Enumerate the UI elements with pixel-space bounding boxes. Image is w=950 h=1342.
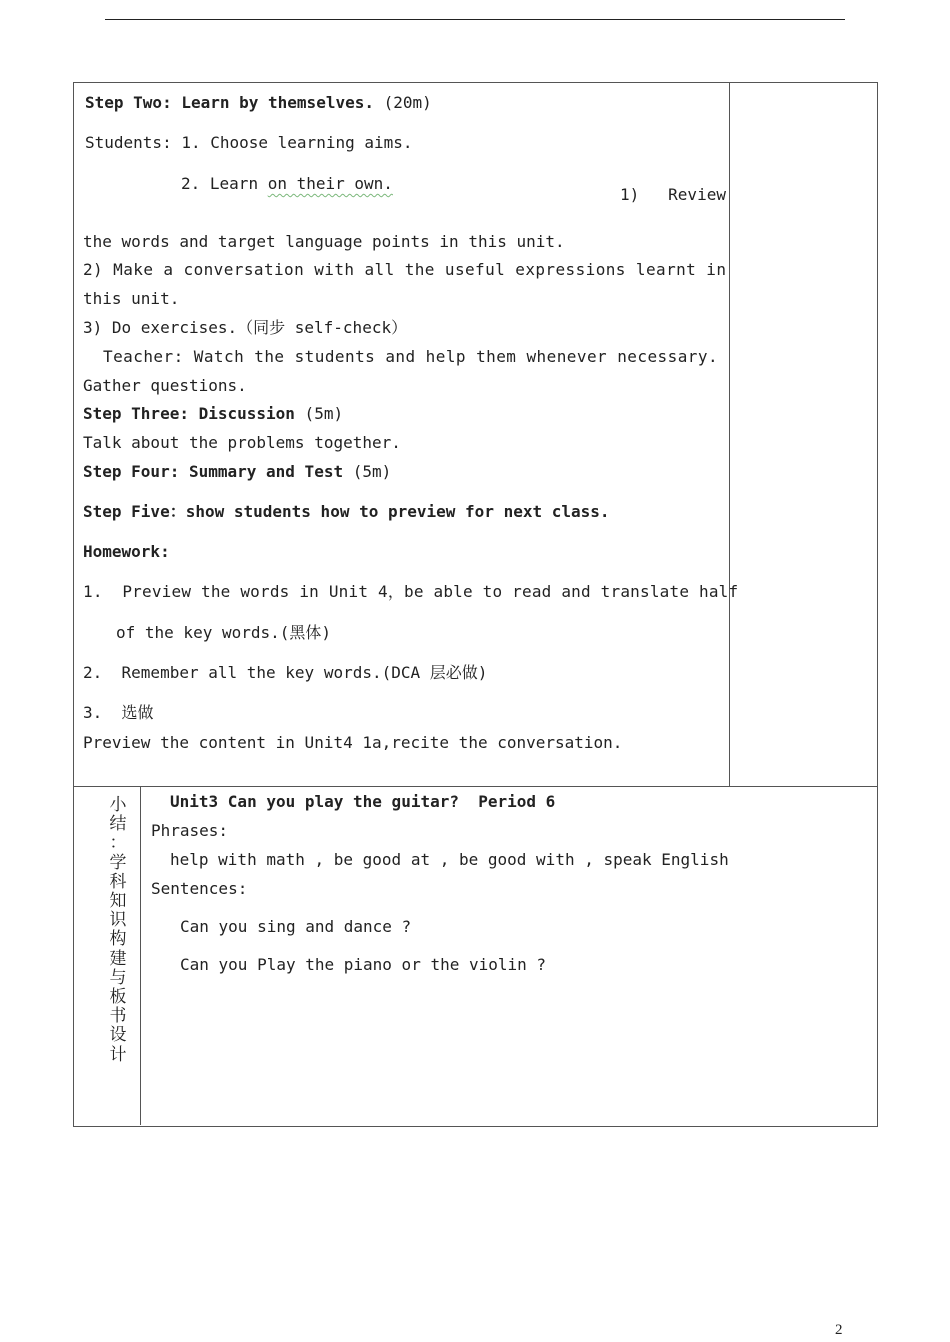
teacher-line: Teacher: Watch the students and help them whenever necessary.	[103, 347, 719, 366]
learn-underlined: on their own.	[267, 174, 393, 193]
students-line: Students: 1. Choose learning aims.	[85, 133, 413, 152]
homework-item-2: 2. Remember all the key words.(DCA 层必做)	[83, 663, 488, 682]
side-char: 小	[109, 795, 127, 815]
page-number: 2	[835, 1322, 843, 1338]
exercises-line: 3) Do exercises.（同步 self-check）	[83, 318, 408, 337]
side-char: 学	[109, 852, 127, 873]
side-char: 计	[109, 1044, 127, 1065]
step-three-title: Step Three: Discussion	[83, 404, 295, 423]
homework-item-1-line-2: of the key words.(黑体)	[116, 623, 332, 642]
step-five-heading: Step Five：show students how to preview for next class.	[83, 502, 610, 521]
conversation-line-2: this unit.	[83, 289, 180, 308]
table-right-column-divider	[729, 82, 730, 786]
table-left-column-divider	[140, 786, 141, 1125]
side-char: 知	[109, 891, 127, 912]
step-two-heading	[85, 93, 432, 113]
sentence-1: Can you sing and dance ?	[180, 917, 412, 936]
side-char: 板	[109, 987, 127, 1008]
learn-plain: Learn	[209, 174, 268, 193]
homework-item-1-line-1: 1. Preview the words in Unit 4，be able to read and translate half	[83, 582, 739, 601]
phrases-list: help with math , be good at , be good with , speak English	[170, 850, 729, 869]
sentences-label: Sentences:	[151, 879, 248, 898]
learn-number: 2.	[181, 174, 210, 193]
talk-line: Talk about the problems together.	[83, 433, 401, 452]
phrases-label: Phrases:	[151, 821, 229, 840]
preview-line: Preview the content in Unit4 1a,recite the conversation.	[83, 733, 623, 752]
side-char: 结	[109, 814, 127, 835]
step-four-time: (5m)	[343, 462, 392, 481]
table-row-divider	[73, 786, 878, 787]
side-char: 科	[109, 871, 127, 892]
conversation-line-1: 2) Make a conversation with all the useful expressions learnt in	[83, 260, 727, 279]
gather-line: Gather questions.	[83, 376, 247, 395]
step-three-heading	[83, 404, 343, 424]
side-char: 设	[109, 1025, 127, 1046]
header-rule	[105, 19, 845, 20]
summary-side-label	[104, 796, 132, 1065]
board-design-title: Unit3 Can you play the guitar? Period 6	[170, 792, 556, 811]
step-four-title: Step Four: Summary and Test	[83, 462, 344, 481]
side-char: 书	[109, 1006, 127, 1027]
step-four-heading	[83, 462, 391, 482]
side-char: ：	[109, 833, 127, 854]
step-two-title: Step Two: Learn by themselves.	[85, 93, 374, 112]
review-line: the words and target language points in this unit.	[83, 232, 565, 251]
side-char: 建	[109, 948, 127, 969]
learn-own-line	[181, 174, 393, 194]
side-char: 与	[109, 967, 127, 988]
step-two-time: (20m)	[373, 93, 432, 112]
homework-title: Homework:	[83, 542, 170, 561]
side-char: 构	[109, 929, 127, 950]
sentence-2: Can you Play the piano or the violin ?	[180, 955, 547, 974]
side-char: 识	[109, 910, 127, 931]
step-three-time: (5m)	[294, 404, 344, 423]
homework-item-3: 3. 选做	[83, 703, 154, 722]
review-label: 1) Review	[620, 185, 726, 204]
